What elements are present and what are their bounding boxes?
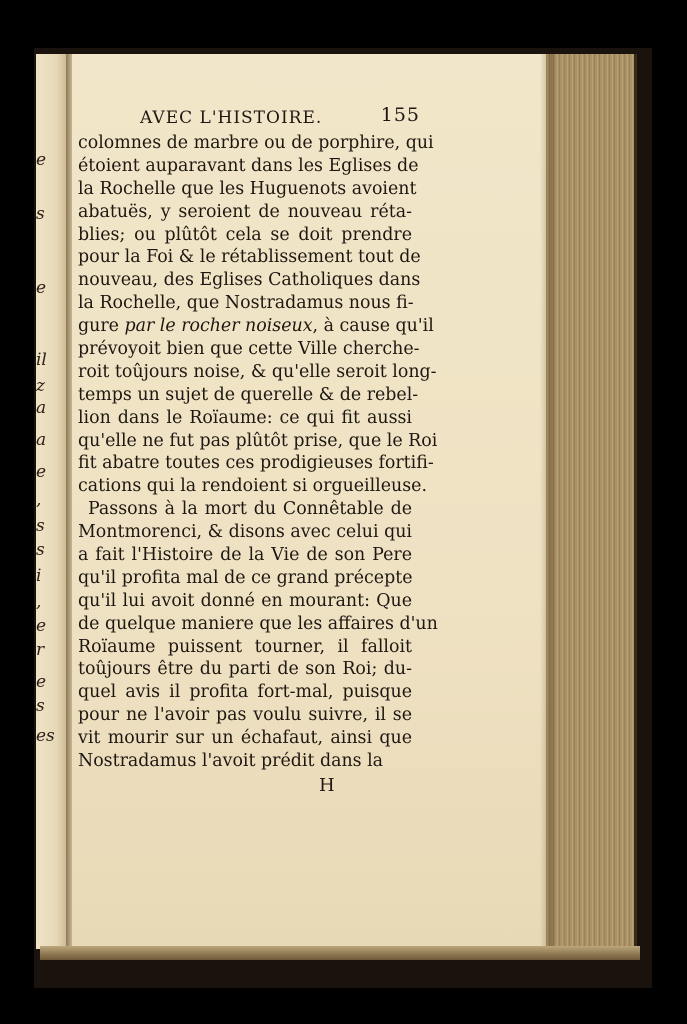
left-page-letter: e bbox=[36, 150, 47, 170]
text-line: quel avis il profita fort-mal, puisque bbox=[78, 682, 412, 703]
left-page-letter: s bbox=[36, 540, 45, 560]
text-line: prévoyoit bien que cette Ville cherche- bbox=[78, 339, 420, 360]
text-line: la Rochelle que les Huguenots avoient bbox=[78, 178, 417, 199]
left-page-letter: s bbox=[36, 696, 45, 716]
text-line: lion dans le Roïaume: ce qui fit aussi bbox=[78, 407, 412, 428]
text-line: nouveau, des Eglises Catholiques dans bbox=[78, 270, 421, 291]
text-line: Roïaume puissent tourner, il falloit bbox=[78, 636, 412, 657]
left-page-letter: e bbox=[36, 672, 47, 692]
left-page-letter: e bbox=[36, 616, 47, 636]
signature-mark: H bbox=[319, 775, 335, 796]
page-bottom-edge bbox=[40, 946, 640, 960]
body-text bbox=[78, 132, 438, 773]
text-line: pour la Foi & le rétablissement tout de bbox=[78, 247, 421, 268]
text-line: a fait l'Histoire de la Vie de son Pere bbox=[78, 545, 412, 566]
text-line bbox=[78, 315, 434, 338]
page-number: 155 bbox=[380, 104, 420, 126]
left-page-letter: s bbox=[36, 516, 45, 536]
running-title: AVEC L'HISTOIRE. bbox=[140, 108, 323, 128]
page-fore-edge bbox=[546, 54, 637, 954]
left-page-letter: e bbox=[36, 278, 47, 298]
running-header bbox=[140, 104, 420, 132]
italic-phrase: par le rocher noiseux bbox=[124, 316, 313, 337]
text-line: qu'elle ne fut pas plûtôt prise, que le Roi bbox=[78, 430, 438, 451]
text-line: Passons à la mort du Connêtable de bbox=[88, 499, 412, 520]
left-page-letter: , bbox=[36, 490, 42, 510]
left-page-letter: r bbox=[36, 640, 45, 660]
text-run: , à cause qu'il bbox=[312, 316, 434, 337]
text-line: qu'il lui avoit donné en mourant: Que bbox=[78, 590, 412, 611]
fore-edge-shadow bbox=[540, 54, 554, 954]
left-page-letter: , bbox=[36, 592, 42, 612]
text-line: Montmorenci, & disons avec celui qui bbox=[78, 522, 412, 543]
text-run: gure bbox=[78, 316, 125, 337]
left-page-letter: z bbox=[36, 376, 45, 396]
text-line: de quelque maniere que les affaires d'un bbox=[78, 613, 438, 634]
left-page-letter: il bbox=[36, 350, 47, 370]
text-line: Nostradamus l'avoit prédit dans la bbox=[78, 751, 384, 772]
text-line: cations qui la rendoient si orgueilleuse. bbox=[78, 476, 427, 497]
text-line: vit mourir sur un échafaut, ainsi que bbox=[78, 728, 412, 749]
text-line: fit abatre toutes ces prodigieuses fortifi- bbox=[78, 453, 434, 474]
text-line: toûjours être du parti de son Roi; du- bbox=[78, 659, 412, 680]
text-line: qu'il profita mal de ce grand précepte bbox=[78, 567, 413, 588]
left-page-letter: s bbox=[36, 204, 45, 224]
text-line: blies; ou plûtôt cela se doit prendre bbox=[78, 224, 412, 245]
left-page-edge bbox=[36, 54, 67, 949]
text-line: abatuës, y seroient de nouveau réta- bbox=[78, 201, 412, 222]
text-line: la Rochelle, que Nostradamus nous fi- bbox=[78, 293, 414, 314]
text-line: temps un sujet de querelle & de rebel- bbox=[78, 384, 419, 405]
text-line: roit toûjours noise, & qu'elle seroit long- bbox=[78, 361, 437, 382]
text-line: colomnes de marbre ou de porphire, qui bbox=[78, 133, 434, 153]
left-page-letter: i bbox=[36, 566, 42, 586]
left-page-letter: a bbox=[36, 398, 47, 418]
left-page-letter: es bbox=[36, 726, 55, 746]
text-line: étoient auparavant dans les Eglises de bbox=[78, 155, 419, 176]
left-page-letter: a bbox=[36, 430, 47, 450]
left-page-letter: e bbox=[36, 462, 47, 482]
text-line: pour ne l'avoir pas voulu suivre, il se bbox=[78, 705, 412, 726]
